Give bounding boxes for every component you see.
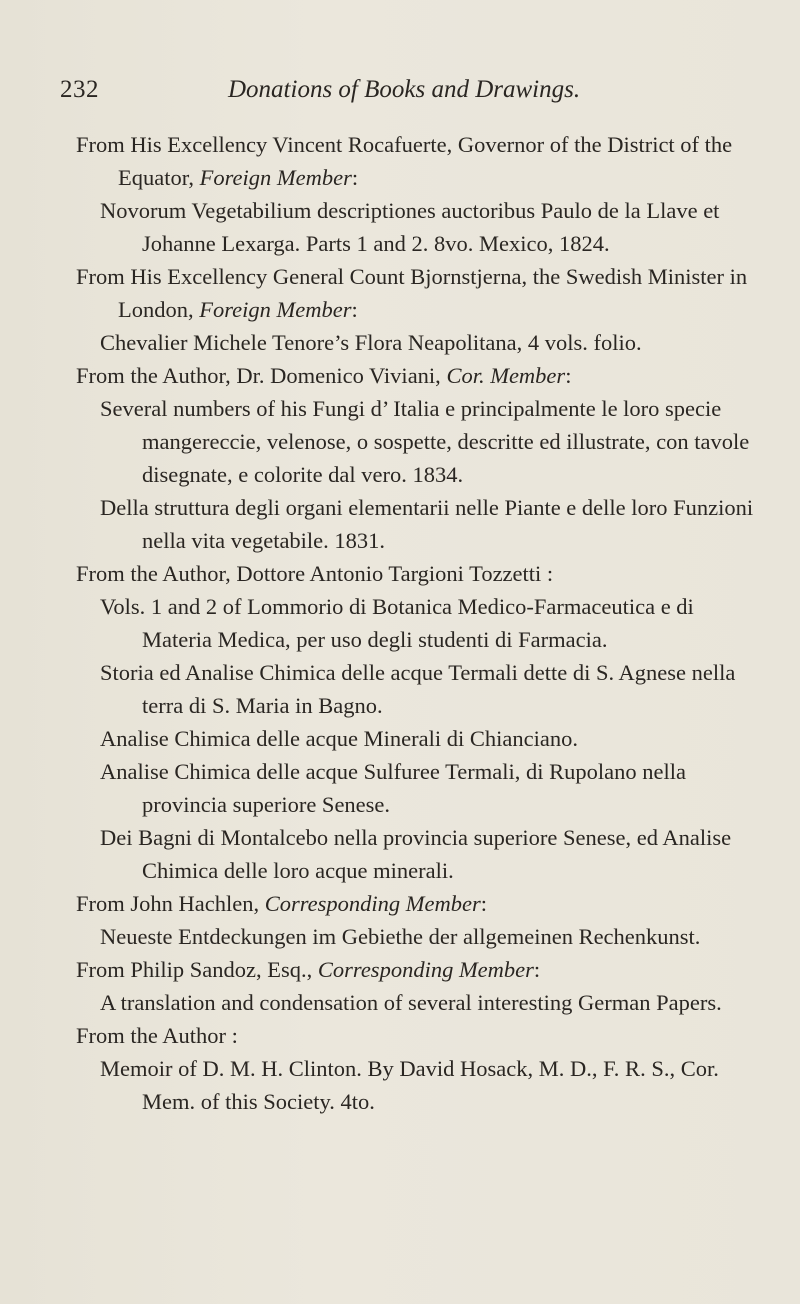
page-header <box>60 76 750 112</box>
member-role: Foreign Member <box>199 297 352 322</box>
donation-item: Neueste Entdeckungen im Gebiethe der allgemeinen Rechenkunst. <box>100 924 701 949</box>
donor-line <box>76 1019 756 1052</box>
donor-name: From the Author, Dottore Antonio Targioni Tozzetti : <box>76 561 554 586</box>
member-role: Cor. Member <box>446 363 566 388</box>
donation-item: Analise Chimica delle acque Sulfuree Termali, di Rupolano nella provincia superiore Senese. <box>100 759 686 817</box>
donation-item: Vols. 1 and 2 of Lommorio di Botanica Medico-Farmaceutica e di Materia Medica, per uso degli studenti di Farmacia. <box>100 594 694 652</box>
member-role: Corresponding Member <box>264 891 481 916</box>
donor-line <box>76 260 756 326</box>
donation-item: Several numbers of his Fungi d’ Italia e principalmente le loro specie mangereccie, velenose, o sospette, descritte ed illustrate, con tavole disegnate, e colorite dal vero. 1834. <box>100 396 750 487</box>
donor-suffix: : <box>351 297 358 322</box>
donor-name: From His Excellency Vincent Rocafuerte, Governor of the District of the Equator, <box>76 132 733 190</box>
member-role: Corresponding Member <box>317 957 534 982</box>
donation-item: Novorum Vegetabilium descriptiones auctoribus Paulo de la Llave et Johanne Lexarga. Parts 1 and 2. 8vo. Mexico, 1824. <box>100 198 720 256</box>
page-number: 232 <box>60 76 99 103</box>
donor-suffix: : <box>480 891 488 916</box>
donation-item: Memoir of D. M. H. Clinton. By David Hosack, M. D., F. R. S., Cor. Mem. of this Society. 4to. <box>100 1056 719 1114</box>
donor-suffix: : <box>565 363 572 388</box>
donation-item: Storia ed Analise Chimica delle acque Termali dette di S. Agnese nella terra di S. Maria in Bagno. <box>100 660 736 718</box>
donor-name: From the Author, Dr. Domenico Viviani, <box>76 363 441 388</box>
donations-list <box>76 128 756 1118</box>
donor-suffix: : <box>351 165 359 190</box>
donor-name: From Philip Sandoz, Esq., <box>76 957 313 982</box>
donation-item: A translation and condensation of several interesting German Papers. <box>100 990 722 1015</box>
donor-name: From His Excellency General Count Bjornstjerna, the Swedish Minister in London, <box>76 264 748 322</box>
donor-suffix: : <box>533 957 541 982</box>
donor-line <box>76 887 756 920</box>
donation-item: Dei Bagni di Montalcebo nella provincia superiore Senese, ed Analise Chimica delle loro acque minerali. <box>100 825 732 883</box>
donor-name: From John Hachlen, <box>76 891 260 916</box>
member-role: Foreign Member <box>199 165 352 190</box>
donor-name: From the Author : <box>76 1023 238 1048</box>
donation-item: Analise Chimica delle acque Minerali di Chianciano. <box>100 726 578 751</box>
running-title: Donations of Books and Drawings. <box>228 76 581 103</box>
donation-item: Della struttura degli organi elementarii nelle Piante e delle loro Funzioni nella vita vegetabile. 1831. <box>100 495 754 553</box>
donor-line <box>76 557 756 590</box>
donation-item: Chevalier Michele Tenore’s Flora Neapolitana, 4 vols. folio. <box>100 330 642 355</box>
donor-line <box>76 359 756 392</box>
donor-line <box>76 128 756 194</box>
donor-line <box>76 953 756 986</box>
